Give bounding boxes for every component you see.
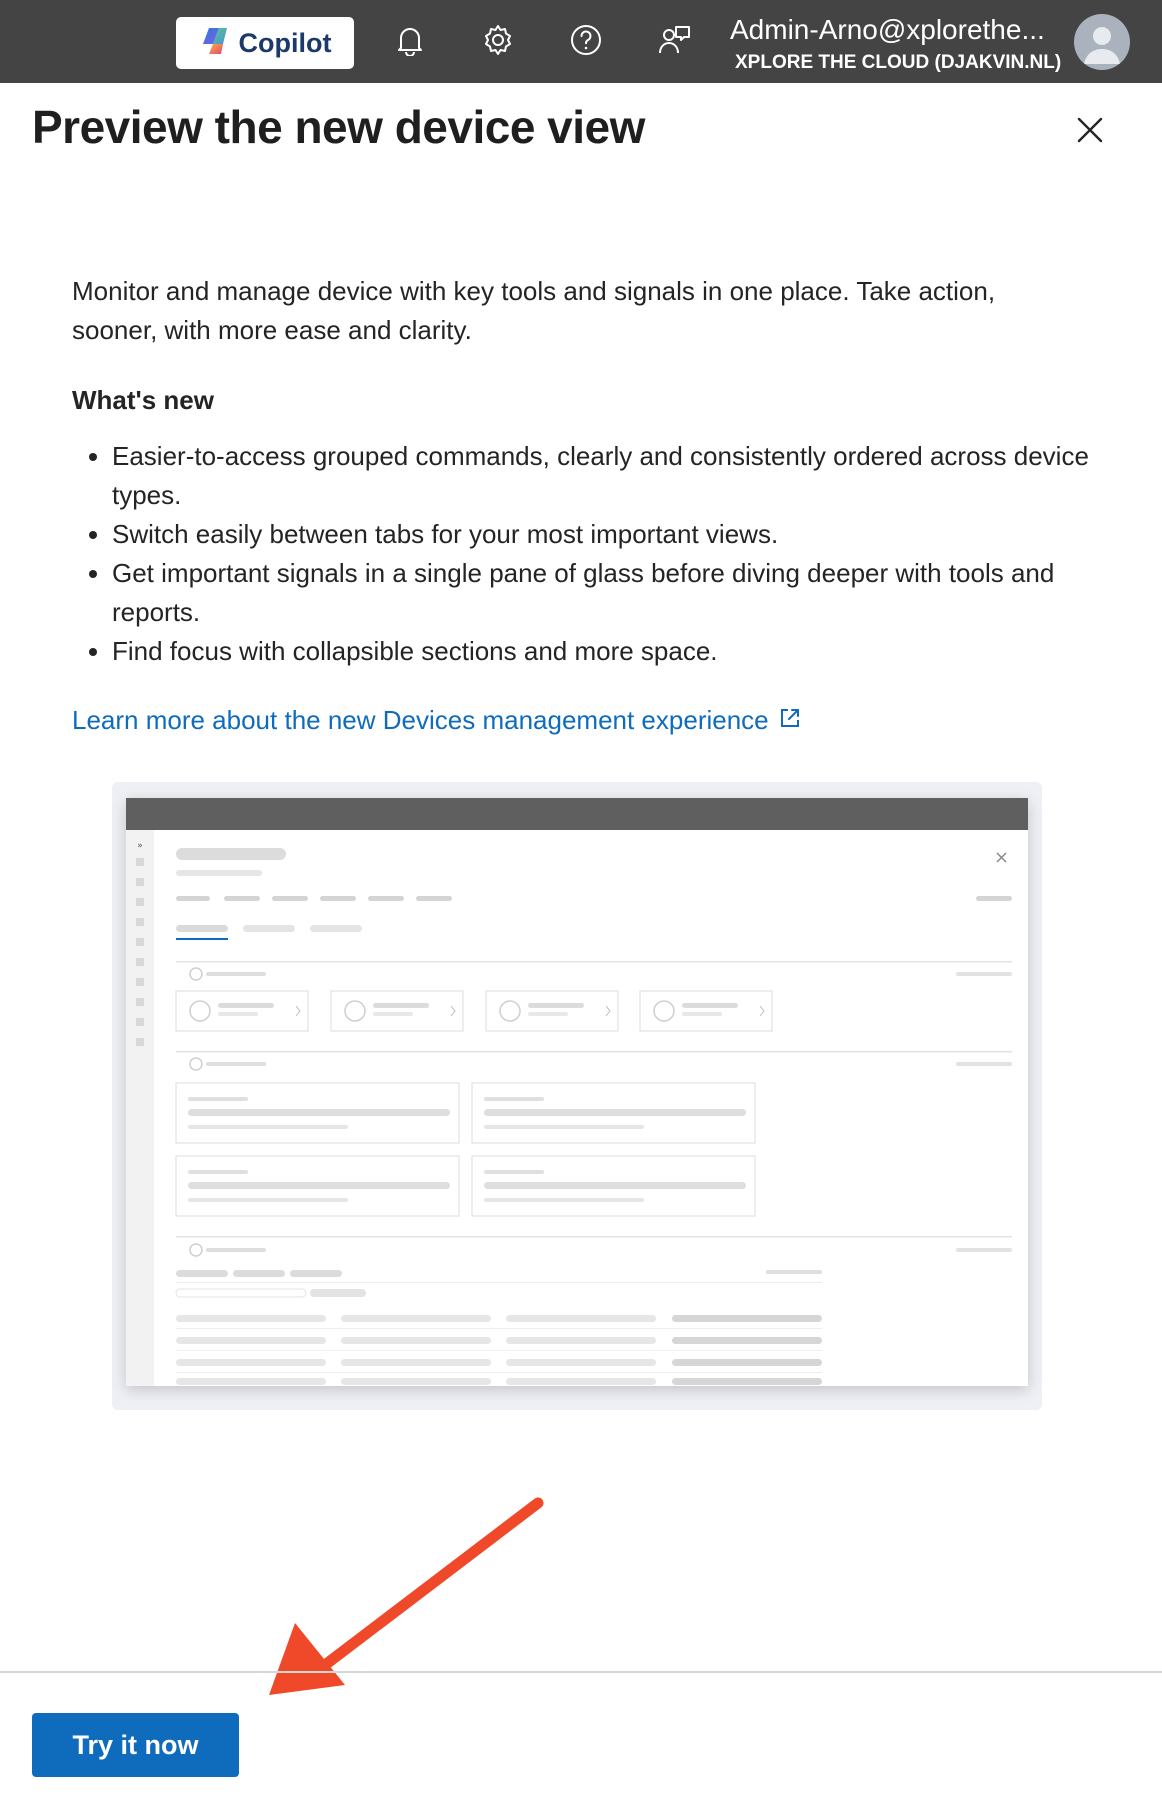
- footer-divider: [0, 1671, 1162, 1673]
- svg-text:»: »: [137, 841, 143, 851]
- panel-description: Monitor and manage device with key tools and signals in one place. Take action, sooner, with more ease and clarity.: [72, 276, 996, 345]
- feedback-icon: [656, 23, 692, 62]
- copilot-button[interactable]: [176, 17, 354, 69]
- learn-more-link[interactable]: [72, 705, 801, 736]
- notifications-button[interactable]: [388, 20, 432, 64]
- learn-more-label: Learn more about the new Devices management experience: [72, 705, 769, 735]
- account-info[interactable]: [725, 12, 1065, 76]
- copilot-logo-icon: [199, 25, 231, 62]
- tenant-name: XPLORE THE CLOUD (DJAKVIN.NL): [735, 52, 1062, 73]
- list-item: • Get important signals in a single pane of glass before diving deeper with tools and reports.: [112, 554, 1112, 632]
- close-button[interactable]: [1070, 112, 1110, 152]
- help-button[interactable]: [564, 20, 608, 64]
- list-item: • Find focus with collapsible sections and more space.: [112, 632, 1112, 671]
- copilot-label: Copilot: [238, 27, 332, 58]
- try-it-now-button[interactable]: Try it now: [32, 1713, 239, 1777]
- settings-button[interactable]: [476, 20, 520, 64]
- feedback-button[interactable]: [652, 20, 696, 64]
- gear-icon: [481, 23, 515, 62]
- external-link-icon: [779, 705, 801, 736]
- avatar[interactable]: [1074, 14, 1130, 70]
- bell-icon: [395, 24, 425, 61]
- top-header-bar: [0, 0, 1162, 83]
- panel-title: Preview the new device view: [32, 101, 645, 153]
- annotation-arrow: [255, 1495, 555, 1715]
- list-item: • Switch easily between tabs for your most important views.: [112, 515, 1112, 554]
- help-icon: [569, 23, 603, 62]
- user-avatar-icon: [1074, 57, 1130, 70]
- feature-list: [72, 437, 1112, 671]
- whats-new-heading: What's new: [72, 385, 214, 415]
- account-name: Admin-Arno@xplorethe...: [730, 14, 1045, 45]
- close-icon: [1076, 116, 1104, 149]
- device-view-preview-image: [126, 798, 1028, 1386]
- list-item: • Easier-to-access grouped commands, clearly and consistently ordered across device types.: [112, 437, 1112, 515]
